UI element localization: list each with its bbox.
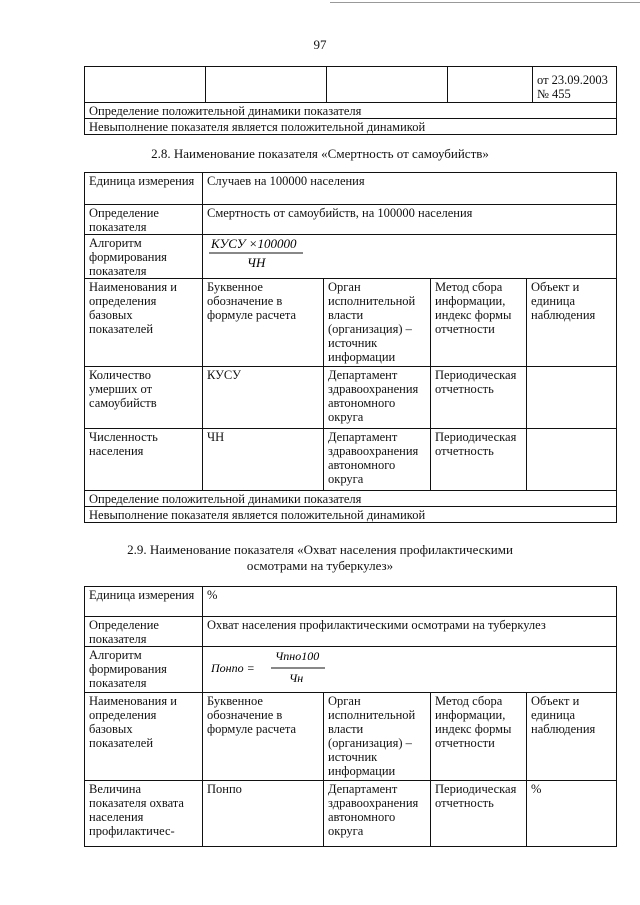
table-row xyxy=(85,781,617,847)
row-body: Департамент здравоохранения автономного округа xyxy=(324,429,431,491)
header-method: Метод сбора информации, индекс формы отчетности xyxy=(431,279,527,367)
table-2-9 xyxy=(84,586,617,847)
header-letter: Буквенное обозначение в формуле расчета xyxy=(203,693,324,781)
row-method: Периодическая отчетность xyxy=(431,429,527,491)
empty-cell xyxy=(85,67,206,103)
row-object: % xyxy=(527,781,617,847)
formula-2-8 xyxy=(207,236,317,272)
row-method: Периодическая отчетность xyxy=(431,781,527,847)
section-heading-2-8: 2.8. Наименование показателя «Смертность от самоубийств» xyxy=(151,146,489,161)
row-method: Периодическая отчетность xyxy=(431,367,527,429)
section-heading-2-9: 2.9. Наименование показателя «Охват населения профилактическими осмотрами на туберкулез» xyxy=(127,542,513,573)
row-name: Величина показателя охвата населения профилактичес- xyxy=(85,781,203,847)
row-object xyxy=(527,429,617,491)
header-body: Орган исполнительной власти (организация) – источник информации xyxy=(324,279,431,367)
formula-cell xyxy=(203,647,617,693)
positive-dynamics-value: Невыполнение показателя является положительной динамикой xyxy=(85,119,617,135)
unit-label: Единица измерения xyxy=(85,587,203,617)
row-name: Количество умерших от самоубийств xyxy=(85,367,203,429)
positive-dynamics-label: Определение положительной динамики показателя xyxy=(85,491,617,507)
reference-cell: от 23.09.2003 № 455 xyxy=(533,67,617,103)
algorithm-label: Алгоритм формирования показателя xyxy=(85,235,203,279)
unit-value: % xyxy=(203,587,617,617)
positive-dynamics-value: Невыполнение показателя является положительной динамикой xyxy=(85,507,617,523)
formula-denominator: Чн xyxy=(289,671,304,685)
definition-label: Определение показателя xyxy=(85,617,203,647)
header-body: Орган исполнительной власти (организация) – источник информации xyxy=(324,693,431,781)
formula-lhs: Понпо = xyxy=(211,661,255,675)
formula-numerator: КУСУ ×100000 xyxy=(211,236,297,251)
table-2-8 xyxy=(84,172,617,523)
empty-cell xyxy=(206,67,327,103)
unit-value: Случаев на 100000 населения xyxy=(203,173,617,205)
header-letter: Буквенное обозначение в формуле расчета xyxy=(203,279,324,367)
header-method: Метод сбора информации, индекс формы отчетности xyxy=(431,693,527,781)
table-row xyxy=(85,367,617,429)
definition-label: Определение показателя xyxy=(85,205,203,235)
unit-label: Единица измерения xyxy=(85,173,203,205)
row-body: Департамент здравоохранения автономного округа xyxy=(324,367,431,429)
top-rule xyxy=(330,2,640,3)
header-object: Объект и единица наблюдения xyxy=(527,279,617,367)
formula-denominator: ЧН xyxy=(247,255,266,270)
header-names: Наименования и определения базовых показателей xyxy=(85,693,203,781)
formula-2-9 xyxy=(207,648,337,688)
table-continuation xyxy=(84,66,617,135)
formula-cell xyxy=(203,235,617,279)
formula-numerator: Чпно100 xyxy=(275,649,320,663)
algorithm-label: Алгоритм формирования показателя xyxy=(85,647,203,693)
row-object xyxy=(527,367,617,429)
empty-cell xyxy=(327,67,448,103)
table-row xyxy=(85,429,617,491)
definition-value: Смертность от самоубийств, на 100000 населения xyxy=(203,205,617,235)
positive-dynamics-label: Определение положительной динамики показателя xyxy=(85,103,617,119)
empty-cell xyxy=(448,67,533,103)
row-name: Численность населения xyxy=(85,429,203,491)
header-names: Наименования и определения базовых показателей xyxy=(85,279,203,367)
definition-value: Охват населения профилактическими осмотрами на туберкулез xyxy=(203,617,617,647)
page-number: 97 xyxy=(313,37,327,52)
row-letter: Понпо xyxy=(203,781,324,847)
header-object: Объект и единица наблюдения xyxy=(527,693,617,781)
row-letter: КУСУ xyxy=(203,367,324,429)
row-letter: ЧН xyxy=(203,429,324,491)
row-body: Департамент здравоохранения автономного округа xyxy=(324,781,431,847)
